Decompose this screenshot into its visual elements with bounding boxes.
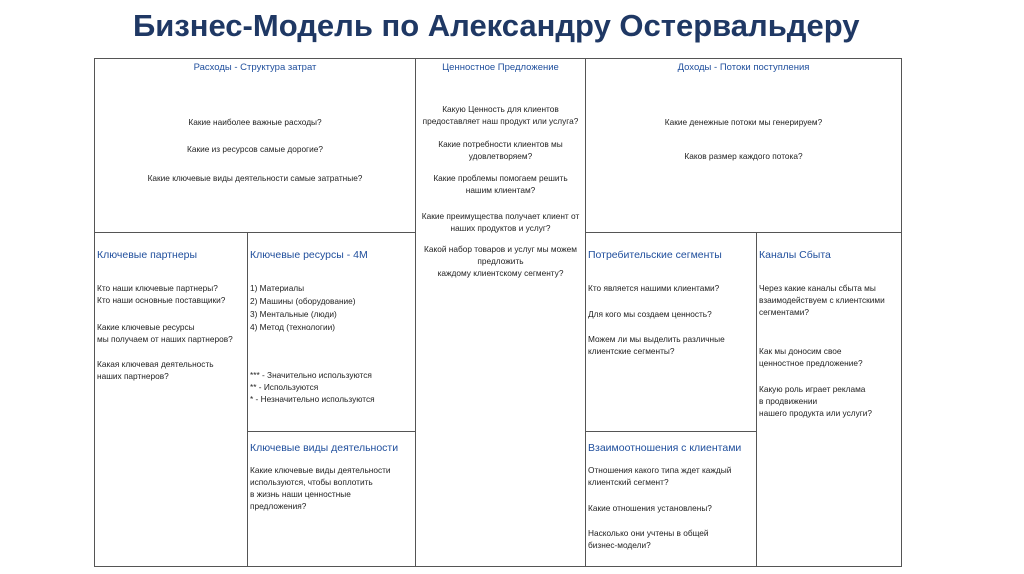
relations-question-2: Какие отношения установлены? <box>588 503 712 513</box>
value-question-3: Какие проблемы помогаем решить нашим клиентам? <box>433 173 568 195</box>
value-question-1: Какую Ценность для клиентов предоставляет наш продукт или услуга? <box>422 104 579 126</box>
key-activities-cell <box>247 431 416 567</box>
revenue-question-2: Каков размер каждого потока? <box>684 151 803 161</box>
relations-question-3: Насколько они учтены в общей бизнес-модели? <box>588 528 709 550</box>
cost-structure-header: Расходы - Структура затрат <box>193 62 317 73</box>
key-partners-header: Ключевые партнеры <box>97 249 198 261</box>
channels-header: Каналы Сбыта <box>759 249 831 261</box>
key-partners-cell <box>94 232 248 567</box>
customer-segments-header: Потребительские сегменты <box>588 249 722 261</box>
cost-question-2: Какие из ресурсов самые дорогие? <box>187 144 323 154</box>
channels-question-3: Какую роль играет реклама в продвижении нашего продукта или услуги? <box>759 384 872 418</box>
key-resources-header: Ключевые ресурсы - 4М <box>250 249 368 261</box>
cost-question-3: Какие ключевые виды деятельности самые затратные? <box>147 173 363 183</box>
value-question-5: Какой набор товаров и услуг мы можем предложить каждому клиентскому сегменту? <box>424 244 577 278</box>
page-title: Бизнес-Модель по Александру Остервальдеру <box>133 8 860 43</box>
segments-question-1: Кто является нашими клиентами? <box>588 283 720 293</box>
cost-structure-cell <box>94 58 416 233</box>
value-question-2: Какие потребности клиентов мы удовлетворяем? <box>438 139 563 161</box>
segments-question-3: Можем ли мы выделить различные клиентские сегменты? <box>588 334 725 356</box>
revenue-streams-cell <box>585 58 902 233</box>
value-question-4: Какие преимущества получает клиент от наших продуктов и услуг? <box>421 211 580 233</box>
resources-legend: *** - Значительно используются ** - Используются * - Незначительно используются <box>250 370 375 404</box>
value-proposition-cell <box>415 58 586 567</box>
key-resources-cell <box>247 232 416 432</box>
relations-question-1: Отношения какого типа ждет каждый клиентский сегмент? <box>588 465 732 487</box>
segments-question-2: Для кого мы создаем ценность? <box>588 309 712 319</box>
resources-list: 1) Материалы 2) Машины (оборудование) 3) Ментальные (люди) 4) Метод (технологии) <box>250 283 356 332</box>
revenue-streams-header: Доходы - Потоки поступления <box>677 62 810 73</box>
partners-question-1: Кто наши ключевые партнеры? Кто наши основные поставщики? <box>97 283 226 305</box>
customer-relationships-header: Взаимоотношения с клиентами <box>588 442 742 454</box>
channels-question-1: Через какие каналы сбыта мы взаимодействуем с клиентскими сегментами? <box>759 283 885 317</box>
partners-question-2: Какие ключевые ресурсы мы получаем от наших партнеров? <box>97 322 233 344</box>
value-proposition-header: Ценностное Предложение <box>442 62 559 73</box>
cost-question-1: Какие наиболее важные расходы? <box>188 117 322 127</box>
customer-segments-cell <box>585 232 757 432</box>
customer-relationships-cell <box>585 431 757 567</box>
revenue-question-1: Какие денежные потоки мы генерируем? <box>664 117 823 127</box>
activities-question-1: Какие ключевые виды деятельности используются, чтобы воплотить в жизнь наши ценностные предложения? <box>250 465 391 511</box>
key-activities-header: Ключевые виды деятельности <box>250 442 399 454</box>
channels-cell <box>756 232 902 567</box>
partners-question-3: Какая ключевая деятельность наших партнеров? <box>97 359 214 381</box>
channels-question-2: Как мы доносим свое ценностное предложение? <box>759 346 863 368</box>
